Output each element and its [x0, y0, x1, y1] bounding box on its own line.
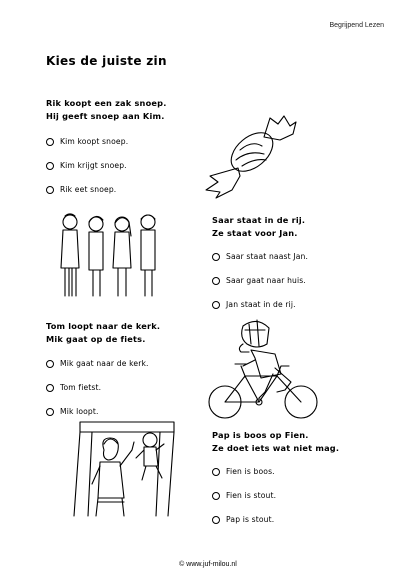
radio-button[interactable] — [46, 138, 54, 146]
story-line: Mik gaat op de fiets. — [46, 334, 146, 344]
radio-button[interactable] — [212, 301, 220, 309]
radio-button[interactable] — [212, 468, 220, 476]
exercise-1-story — [46, 97, 167, 123]
radio-button[interactable] — [212, 516, 220, 524]
exercise-3-option-1[interactable] — [46, 359, 149, 368]
option-label: Rik eet snoep. — [60, 185, 117, 194]
option-label: Jan staat in de rij. — [226, 300, 296, 309]
option-label: Mik loopt. — [60, 407, 99, 416]
option-label: Pap is stout. — [226, 515, 275, 524]
exercise-2-option-1[interactable] — [212, 252, 308, 261]
exercise-1-option-2[interactable] — [46, 161, 127, 170]
radio-button[interactable] — [212, 492, 220, 500]
father-and-child-in-tree-icon — [70, 420, 182, 520]
page-title: Kies de juiste zin — [46, 54, 167, 68]
radio-button[interactable] — [46, 360, 54, 368]
radio-button[interactable] — [212, 277, 220, 285]
exercise-3-story — [46, 320, 160, 346]
option-label: Fien is boos. — [226, 467, 275, 476]
story-line: Saar staat in de rij. — [212, 215, 306, 225]
worksheet-category: Begrijpend Lezen — [329, 22, 384, 29]
exercise-4-option-3[interactable] — [212, 515, 274, 524]
exercise-1-option-1[interactable] — [46, 137, 128, 146]
exercise-3-option-2[interactable] — [46, 383, 101, 392]
child-on-bicycle-icon — [205, 318, 325, 422]
radio-button[interactable] — [46, 162, 54, 170]
option-label: Kim koopt snoep. — [60, 137, 129, 146]
option-label: Fien is stout. — [226, 491, 277, 500]
option-label: Saar gaat naar huis. — [226, 276, 306, 285]
exercise-2-story — [212, 214, 305, 240]
exercise-2-option-3[interactable] — [212, 300, 296, 309]
candy-icon — [200, 110, 300, 200]
option-label: Mik gaat naar de kerk. — [60, 359, 149, 368]
option-label: Tom fietst. — [60, 383, 102, 392]
story-line: Rik koopt een zak snoep. — [46, 98, 167, 108]
exercise-4-option-1[interactable] — [212, 467, 275, 476]
radio-button[interactable] — [46, 384, 54, 392]
story-line: Hij geeft snoep aan Kim. — [46, 111, 165, 121]
story-line: Pap is boos op Fien. — [212, 430, 309, 440]
footer-credit: © www.juf-milou.nl — [179, 561, 237, 568]
exercise-1-option-3[interactable] — [46, 185, 116, 194]
story-line: Ze staat voor Jan. — [212, 228, 298, 238]
radio-button[interactable] — [212, 253, 220, 261]
exercise-4-option-2[interactable] — [212, 491, 276, 500]
queue-of-people-icon — [56, 210, 168, 302]
story-line: Tom loopt naar de kerk. — [46, 321, 161, 331]
radio-button[interactable] — [46, 186, 54, 194]
option-label: Saar staat naast Jan. — [226, 252, 309, 261]
exercise-2-option-2[interactable] — [212, 276, 306, 285]
option-label: Kim krijgt snoep. — [60, 161, 127, 170]
radio-button[interactable] — [46, 408, 54, 416]
story-line: Ze doet iets wat niet mag. — [212, 443, 340, 453]
exercise-4-story — [212, 429, 339, 455]
exercise-3-option-3[interactable] — [46, 407, 99, 416]
